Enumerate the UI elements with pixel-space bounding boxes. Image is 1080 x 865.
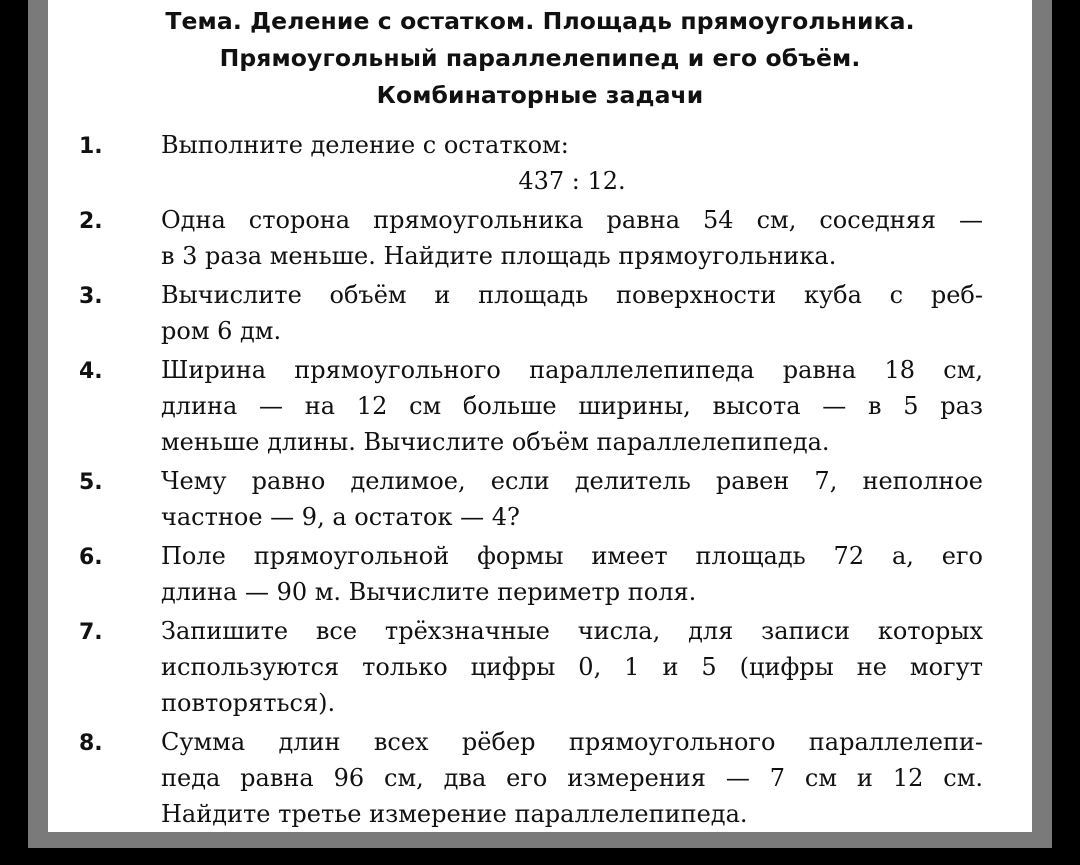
problem-line: в 3 раза меньше. Найдите площадь прямоугольника. xyxy=(161,242,837,270)
problem-2 xyxy=(48,202,1032,274)
problem-line: меньше длины. Вычислите объём параллелепипеда. xyxy=(161,428,830,456)
problem-list xyxy=(48,127,1032,832)
problem-line: Одна сторона прямоугольника равна 54 см, соседняя — xyxy=(161,206,983,234)
problem-line: длина — на 12 см больше ширины, высота — в 5 раз xyxy=(161,392,983,420)
problem-number: 8. xyxy=(79,731,103,756)
problem-number: 1. xyxy=(79,134,103,159)
problem-1 xyxy=(48,127,1032,199)
problem-text xyxy=(161,724,983,832)
problem-line: Выполните деление с остатком: xyxy=(161,131,569,159)
problem-number: 3. xyxy=(79,284,103,309)
problem-3 xyxy=(48,277,1032,349)
division-expression: 437 : 12. xyxy=(518,167,626,195)
problem-number: 2. xyxy=(79,209,103,234)
problem-text xyxy=(161,277,983,349)
topic-heading xyxy=(48,3,1032,114)
problem-5 xyxy=(48,463,1032,535)
problem-text xyxy=(161,538,983,610)
problem-6 xyxy=(48,538,1032,610)
problem-number: 4. xyxy=(79,359,103,384)
problem-line: частное — 9, а остаток — 4? xyxy=(161,503,520,531)
problem-line: Найдите третье измерение параллелепипеда. xyxy=(161,800,748,828)
topic-heading-line: Комбинаторные задачи xyxy=(376,81,704,109)
problem-text xyxy=(161,352,983,460)
problem-number: 5. xyxy=(79,470,103,495)
topic-heading-line: Тема. Деление с остатком. Площадь прямоугольника. xyxy=(165,7,915,35)
problem-line: Ширина прямоугольного параллелепипеда равна 18 см, xyxy=(161,356,983,384)
problem-number: 7. xyxy=(79,620,103,645)
problem-line: Чему равно делимое, если делитель равен 7, неполное xyxy=(161,467,983,495)
problem-line: педа равна 96 см, два его измерения — 7 см и 12 см. xyxy=(161,764,983,792)
problem-4 xyxy=(48,352,1032,460)
problem-text xyxy=(161,613,983,721)
problem-text xyxy=(161,463,983,535)
problem-line: используются только цифры 0, 1 и 5 (цифры не могут xyxy=(161,653,983,681)
problem-line: Сумма длин всех рёбер прямоугольного параллелепи- xyxy=(161,728,983,756)
problem-8 xyxy=(48,724,1032,832)
problem-text xyxy=(161,127,983,199)
problem-line: повторяться). xyxy=(161,689,336,717)
problem-line: Поле прямоугольной формы имеет площадь 72 а, его xyxy=(161,542,983,570)
problem-number: 6. xyxy=(79,545,103,570)
problem-7 xyxy=(48,613,1032,721)
topic-heading-line: Прямоугольный параллелепипед и его объём. xyxy=(219,44,861,72)
problem-text xyxy=(161,202,983,274)
problem-line: Запишите все трёхзначные числа, для записи которых xyxy=(161,617,983,645)
problem-line: Вычислите объём и площадь поверхности куба с реб- xyxy=(161,281,983,309)
problem-line: ром 6 дм. xyxy=(161,317,282,345)
worksheet-page xyxy=(48,0,1032,832)
problem-line: длина — 90 м. Вычислите периметр поля. xyxy=(161,578,697,606)
